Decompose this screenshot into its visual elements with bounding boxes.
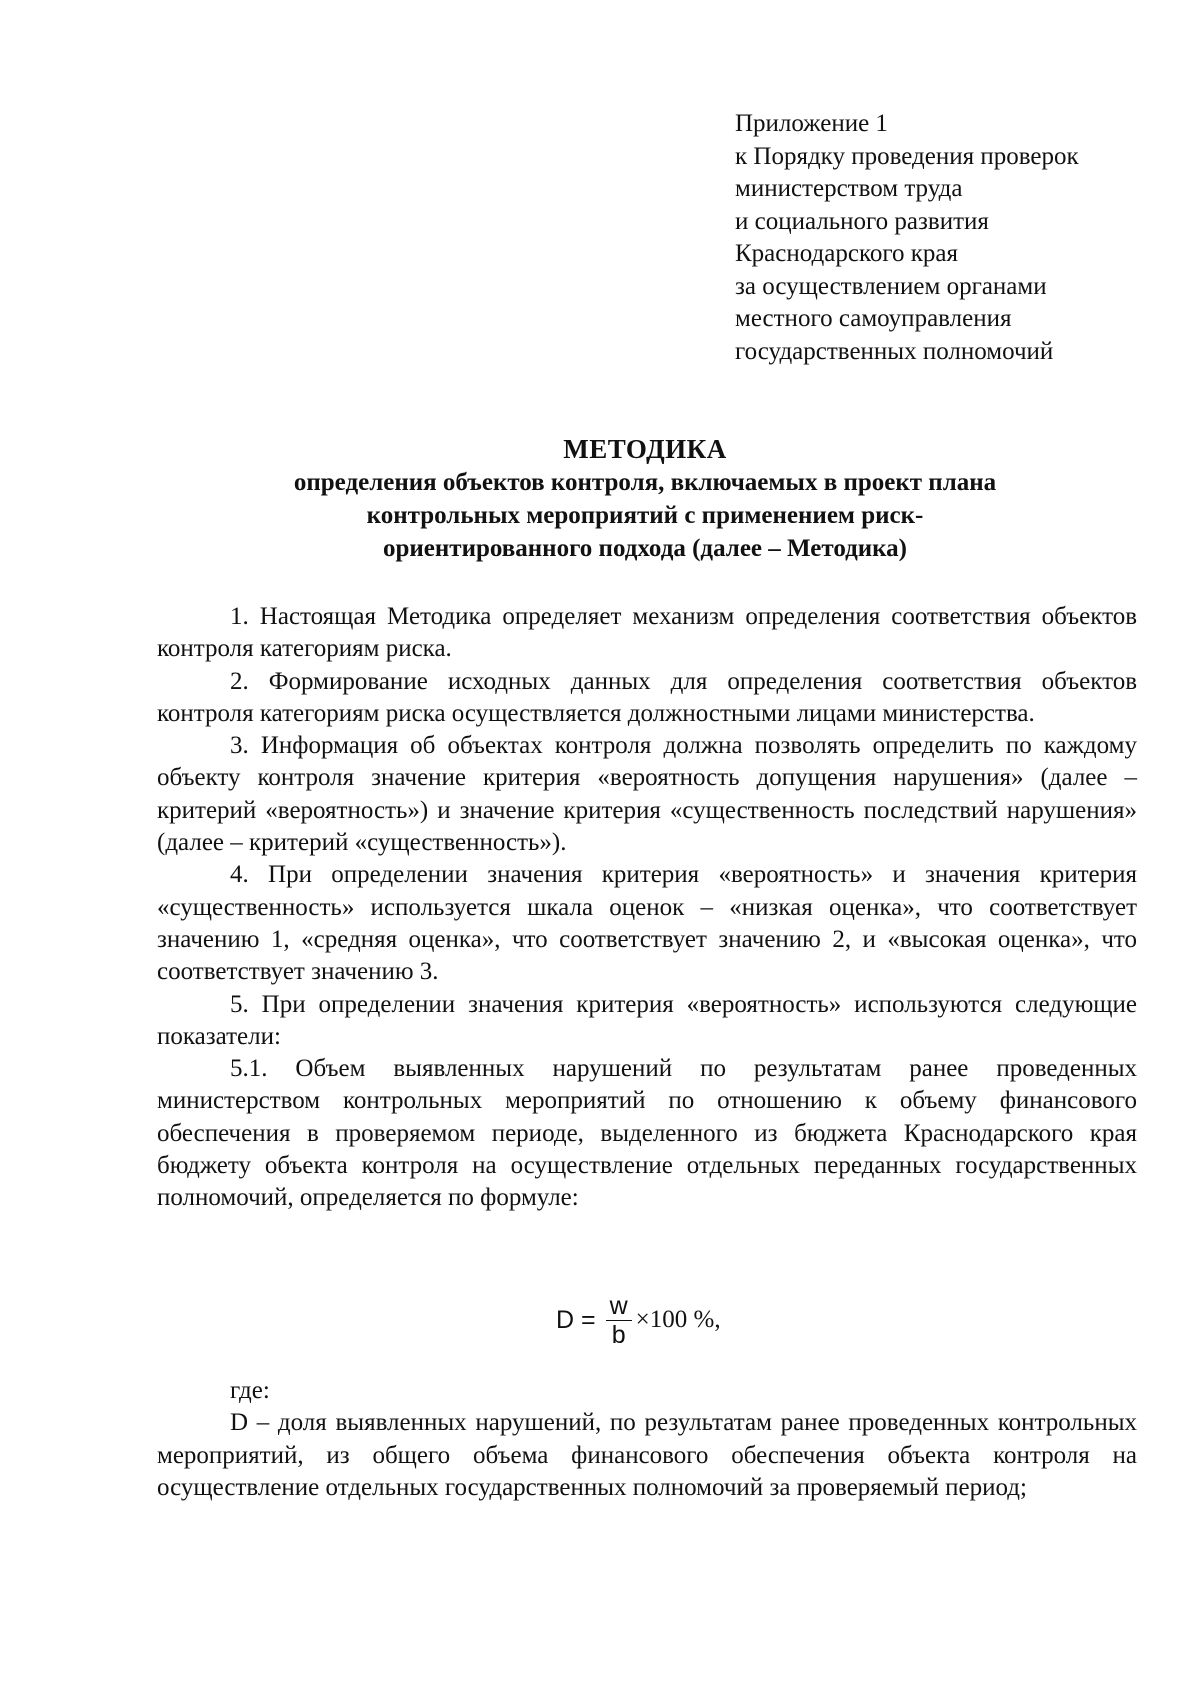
appendix-line: и социального развития: [735, 207, 989, 235]
appendix-line: государственных полномочий: [735, 337, 1054, 365]
appendix-line: Приложение 1: [735, 110, 888, 137]
appendix-line: министерством труда: [735, 175, 963, 202]
formula-explanation: [157, 1375, 1137, 1504]
where-label: где:: [230, 1377, 270, 1404]
paragraph: 5. При определении значения критерия «вероятность» используются следующие показатели:: [157, 990, 1137, 1050]
formula-lhs: D =: [556, 1305, 596, 1334]
appendix-line: к Порядку проведения проверок: [735, 142, 1079, 170]
title-main: МЕТОДИКА: [563, 434, 727, 464]
appendix-line: за осуществлением органами: [735, 272, 1047, 300]
document-body: [157, 601, 1137, 1215]
formula-multiplier: ×100 %,: [635, 1306, 721, 1333]
title-subline: контрольных мероприятий с применением риск-: [366, 502, 924, 529]
paragraph: 3. Информация об объектах контроля должна позволять определить по каждому объекту контроля значение критерия «вероятность допущения нарушения» (далее – критерий «вероятность») и значение критерия «существенность последствий нарушения» (далее – критерий «существенность»).: [157, 732, 1137, 857]
paragraph: 2. Формирование исходных данных для определения соответствия объектов контроля категориям риска осуществляется должностными лицами министерства.: [157, 667, 1137, 727]
where-definition: D – доля выявленных нарушений, по результатам ранее проведенных контрольных мероприятий, из общего объема финансового обеспечения объекта контроля на осуществление отдельных государственных полномочий за проверяемый период;: [157, 1409, 1137, 1501]
formula-fraction: [606, 1292, 632, 1349]
document-title: [150, 432, 1140, 565]
appendix-line: местного самоуправления: [735, 305, 1012, 332]
title-subline: определения объектов контроля, включаемых в проект плана: [293, 469, 997, 496]
paragraph: 4. При определении значения критерия «вероятность» и значения критерия «существенность» используется шкала оценок – «низкая оценка», что соответствует значению 1, «средняя оценка», что соответствует значению 2, и «высокая оценка», что соответствует значению 3.: [157, 861, 1137, 986]
formula-denominator: b: [611, 1320, 626, 1349]
title-subline: ориентированного подхода (далее – Методика): [382, 535, 908, 562]
appendix-line: Краснодарского края: [735, 240, 958, 267]
paragraph: 1. Настоящая Методика определяет механизм определения соответствия объектов контроля категориям риска.: [157, 603, 1137, 663]
formula-numerator: w: [606, 1292, 632, 1321]
formula: [556, 1285, 721, 1355]
paragraph: 5.1. Объем выявленных нарушений по результатам ранее проведенных министерством контрольных мероприятий по отношению к объему финансового обеспечения в проверяемом периоде, выделенного из бюджета Краснодарского края бюджету объекта контроля на осуществление отдельных переданных государственных полномочий, определяется по формуле:: [157, 1055, 1137, 1212]
appendix-header: [735, 108, 1175, 368]
